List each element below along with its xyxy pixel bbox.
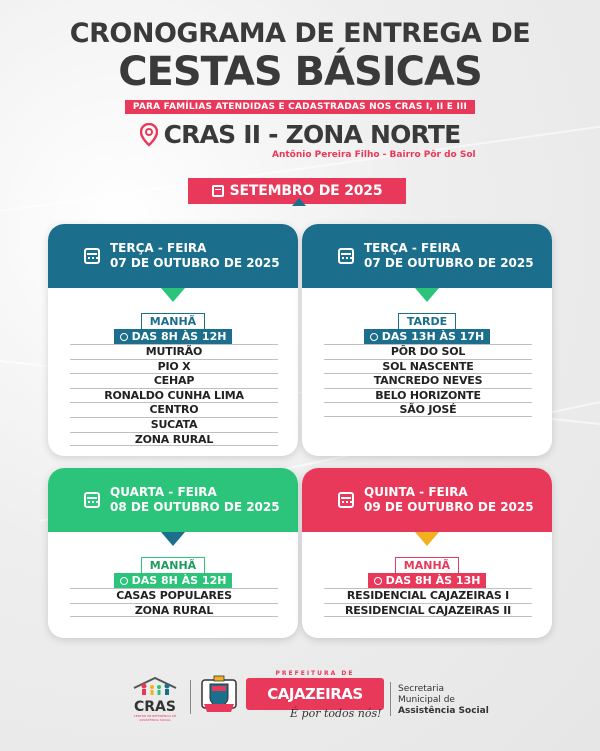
list-item: CENTRO: [70, 402, 278, 417]
down-arrow-icon: [415, 532, 439, 546]
list-item: RONALDO CUNHA LIMA: [70, 388, 278, 403]
title-line-2: CESTAS BÁSICAS: [118, 49, 482, 95]
period-time-label: DAS 8H ÀS 12H: [131, 574, 227, 587]
list-item: TANCREDO NEVES: [324, 373, 532, 388]
places-list: [70, 588, 278, 617]
location-header: [0, 120, 600, 151]
list-item: PIO X: [70, 359, 278, 374]
card-date: 07 DE OUTUBRO DE 2025: [110, 256, 280, 270]
period-name: MANHÃ: [141, 557, 205, 573]
coat-of-arms-icon: [200, 674, 238, 716]
footer-divider: [390, 682, 391, 716]
list-item: CEHAP: [70, 373, 278, 388]
clock-icon: [120, 577, 128, 585]
calendar-icon: [84, 492, 100, 508]
secretaria-line-2: Municipal de: [398, 695, 455, 705]
footer-divider: [190, 680, 191, 714]
period-time: [368, 573, 487, 588]
cras-logo: [128, 676, 182, 720]
header: [0, 18, 600, 114]
city-name: CAJAZEIRAS: [267, 685, 363, 703]
clock-icon: [370, 333, 378, 341]
period-time-label: DAS 8H ÀS 12H: [131, 330, 227, 343]
cras-tagline: CENTRO DE REFERÊNCIA DE ASSISTÊNCIA SOCIAL: [133, 714, 177, 722]
cras-logo-text: CRAS: [134, 699, 176, 715]
period-block: [48, 310, 298, 344]
list-item: SUCATA: [70, 417, 278, 432]
card-header: [48, 468, 298, 532]
schedule-card: [302, 468, 552, 638]
calendar-icon: [338, 248, 354, 264]
card-day: TERÇA - FEIRA: [364, 241, 461, 255]
places-list: [324, 344, 532, 417]
card-date: 07 DE OUTUBRO DE 2025: [364, 256, 534, 270]
list-item: SOL NASCENTE: [324, 359, 532, 374]
family-icon: [128, 676, 182, 696]
schedule-card: [302, 224, 552, 456]
period-block: [302, 554, 552, 588]
secretaria-line-1: Secretaria: [398, 684, 444, 694]
coat-of-arms-logo: [200, 674, 238, 716]
places-list: [324, 588, 532, 617]
list-item: BELO HORIZONTE: [324, 388, 532, 403]
down-arrow-icon: [415, 288, 439, 302]
card-date: 09 DE OUTUBRO DE 2025: [364, 500, 534, 514]
subtitle-banner: PARA FAMÍLIAS ATENDIDAS E CADASTRADAS NOS CRAS I, II E III: [125, 100, 475, 114]
secretaria-line-3: Assistência Social: [398, 706, 489, 716]
period-name: TARDE: [398, 313, 456, 329]
list-item: MUTIRÃO: [70, 344, 278, 359]
card-date: 08 DE OUTUBRO DE 2025: [110, 500, 280, 514]
down-arrow-icon: [161, 532, 185, 546]
city-logo: [246, 670, 384, 710]
month-label: SETEMBRO DE 2025: [229, 183, 383, 199]
list-item: RESIDENCIAL CAJAZEIRAS II: [324, 603, 532, 618]
list-item: PÔR DO SOL: [324, 344, 532, 359]
clock-icon: [374, 577, 382, 585]
period-name: MANHÃ: [395, 557, 459, 573]
calendar-icon: [212, 185, 224, 197]
list-item: RESIDENCIAL CAJAZEIRAS I: [324, 588, 532, 603]
period-time: [114, 329, 233, 344]
period-block: [48, 554, 298, 588]
list-item: CASAS POPULARES: [70, 588, 278, 603]
period-name: MANHÃ: [141, 313, 205, 329]
period-time-label: DAS 8H ÀS 13H: [385, 574, 481, 587]
month-arrow: [292, 198, 306, 206]
location-pin-icon: [140, 123, 158, 147]
list-item: ZONA RURAL: [70, 432, 278, 447]
clock-icon: [120, 333, 128, 341]
list-item: SÃO JOSÉ: [324, 402, 532, 417]
card-day: QUARTA - FEIRA: [110, 485, 217, 499]
card-day: TERÇA - FEIRA: [110, 241, 207, 255]
city-slogan: É por todos nós!: [290, 707, 382, 720]
card-header: [302, 224, 552, 288]
schedule-card: [48, 224, 298, 456]
period-block: [302, 310, 552, 344]
title-line-1: CRONOGRAMA DE ENTREGA DE: [69, 18, 531, 49]
card-header: [48, 224, 298, 288]
period-time: [114, 573, 233, 588]
calendar-icon: [84, 248, 100, 264]
prefeitura-label: PREFEITURA DE: [275, 670, 355, 677]
card-day: QUINTA - FEIRA: [364, 485, 468, 499]
card-header: [302, 468, 552, 532]
down-arrow-icon: [161, 288, 185, 302]
schedule-card: [48, 468, 298, 638]
secretaria-label: [398, 684, 489, 717]
period-time: [364, 329, 491, 344]
location-title: CRAS II - ZONA NORTE: [163, 120, 461, 149]
list-item: ZONA RURAL: [70, 603, 278, 618]
location-address: Antônio Pereira Filho - Bairro Pôr do Sol: [272, 150, 476, 160]
period-time-label: DAS 13H ÀS 17H: [381, 330, 485, 343]
calendar-icon: [338, 492, 354, 508]
places-list: [70, 344, 278, 446]
